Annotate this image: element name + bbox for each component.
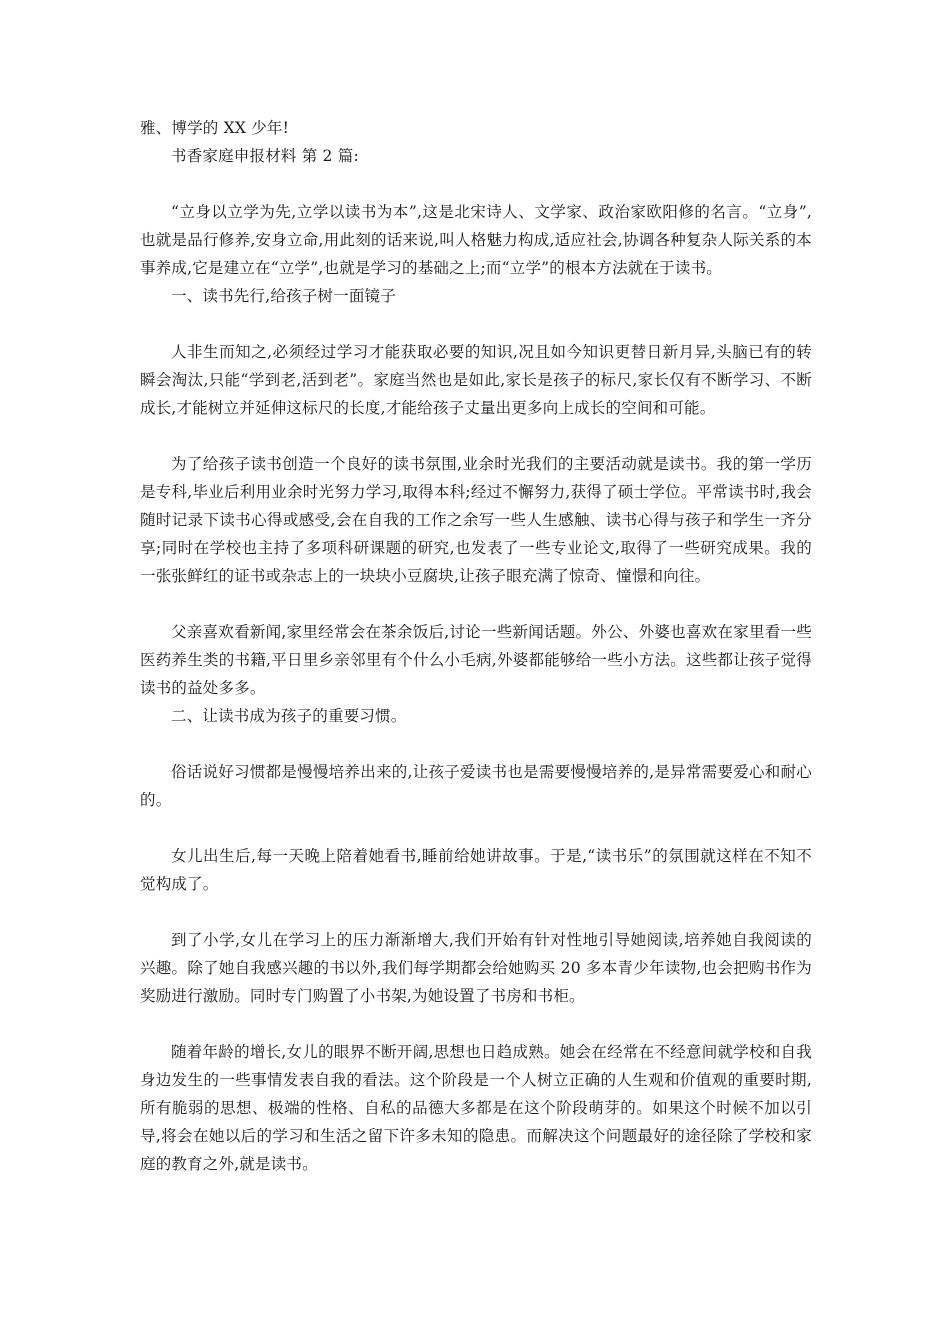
paragraph: 到了小学,女儿在学习上的压力渐渐增大,我们开始有针对性地引导她阅读,培养她自我阅读的兴趣。除了她自我感兴趣的书以外,我们每学期都会给她购买 20 多本青少年读物,也会把购书作为奖励进行激励。同时专门购置了小书架,为她设置了书房和书柜。	[140, 931, 812, 1005]
heading-two: 二、让读书成为孩子的重要习惯。	[171, 707, 407, 725]
paragraph: 父亲喜欢看新闻,家里经常会在茶余饭后,讨论一些新闻话题。外公、外婆也喜欢在家里看一些医药养生类的书籍,平日里乡亲邻里有个什么小毛病,外婆都能够给一些小方法。这些都让孩子觉得读书的益处多多。	[140, 623, 812, 697]
paragraph: 人非生而知之,必须经过学习才能获取必要的知识,况且如今知识更替日新月异,头脑已有的转瞬会淘汰,只能“学到老,活到老”。家庭当然也是如此,家长是孩子的标尺,家长仅有不断学习、不断成长,才能树立并延伸这标尺的长度,才能给孩子丈量出更多向上成长的空间和可能。	[140, 343, 812, 417]
paragraph: 女儿出生后,每一天晚上陪着她看书,睡前给她讲故事。于是,“读书乐”的氛围就这样在不知不觉构成了。	[140, 847, 812, 893]
paragraph: 随着年龄的增长,女儿的眼界不断开阔,思想也日趋成熟。她会在经常在不经意间就学校和自我身边发生的一些事情发表自我的看法。这个阶段是一个人树立正确的人生观和价值观的重要时期,所有脆弱的思想、极端的性格、自私的品德大多都是在这个阶段萌芽的。如果这个时候不加以引导,将会在她以后的学习和生活之留下许多未知的隐患。而解决这个问题最好的途径除了学校和家庭的教育之外,就是读书。	[140, 1043, 812, 1173]
opening-line: 雅、博学的 XX 少年!	[140, 119, 290, 137]
section-title: 书香家庭申报材料 第 2 篇:	[171, 147, 359, 165]
paragraph-intro: “立身以立学为先,立学以读书为本”,这是北宋诗人、文学家、政治家欧阳修的名言。“立身”,也就是品行修养,安身立命,用此刻的话来说,叫人格魅力构成,适应社会,协调各种复杂人际关系的本事养成,它是建立在“立学”,也就是学习的基础之上;而“立学”的根本方法就在于读书。	[140, 203, 812, 277]
paragraph: 俗话说好习惯都是慢慢培养出来的,让孩子爱读书也是需要慢慢培养的,是异常需要爱心和耐心的。	[140, 763, 812, 809]
document-body	[140, 114, 812, 1178]
paragraph: 为了给孩子读书创造一个良好的读书氛围,业余时光我们的主要活动就是读书。我的第一学历是专科,毕业后利用业余时光努力学习,取得本科;经过不懈努力,获得了硕士学位。平常读书时,我会随时记录下读书心得或感受,会在自我的工作之余写一些人生感触、读书心得与孩子和学生一齐分享;同时在学校也主持了多项科研课题的研究,也发表了一些专业论文,取得了一些研究成果。我的一张张鲜红的证书或杂志上的一块块小豆腐块,让孩子眼充满了惊奇、憧憬和向往。	[140, 455, 812, 585]
heading-one: 一、读书先行,给孩子树一面镜子	[171, 287, 396, 305]
